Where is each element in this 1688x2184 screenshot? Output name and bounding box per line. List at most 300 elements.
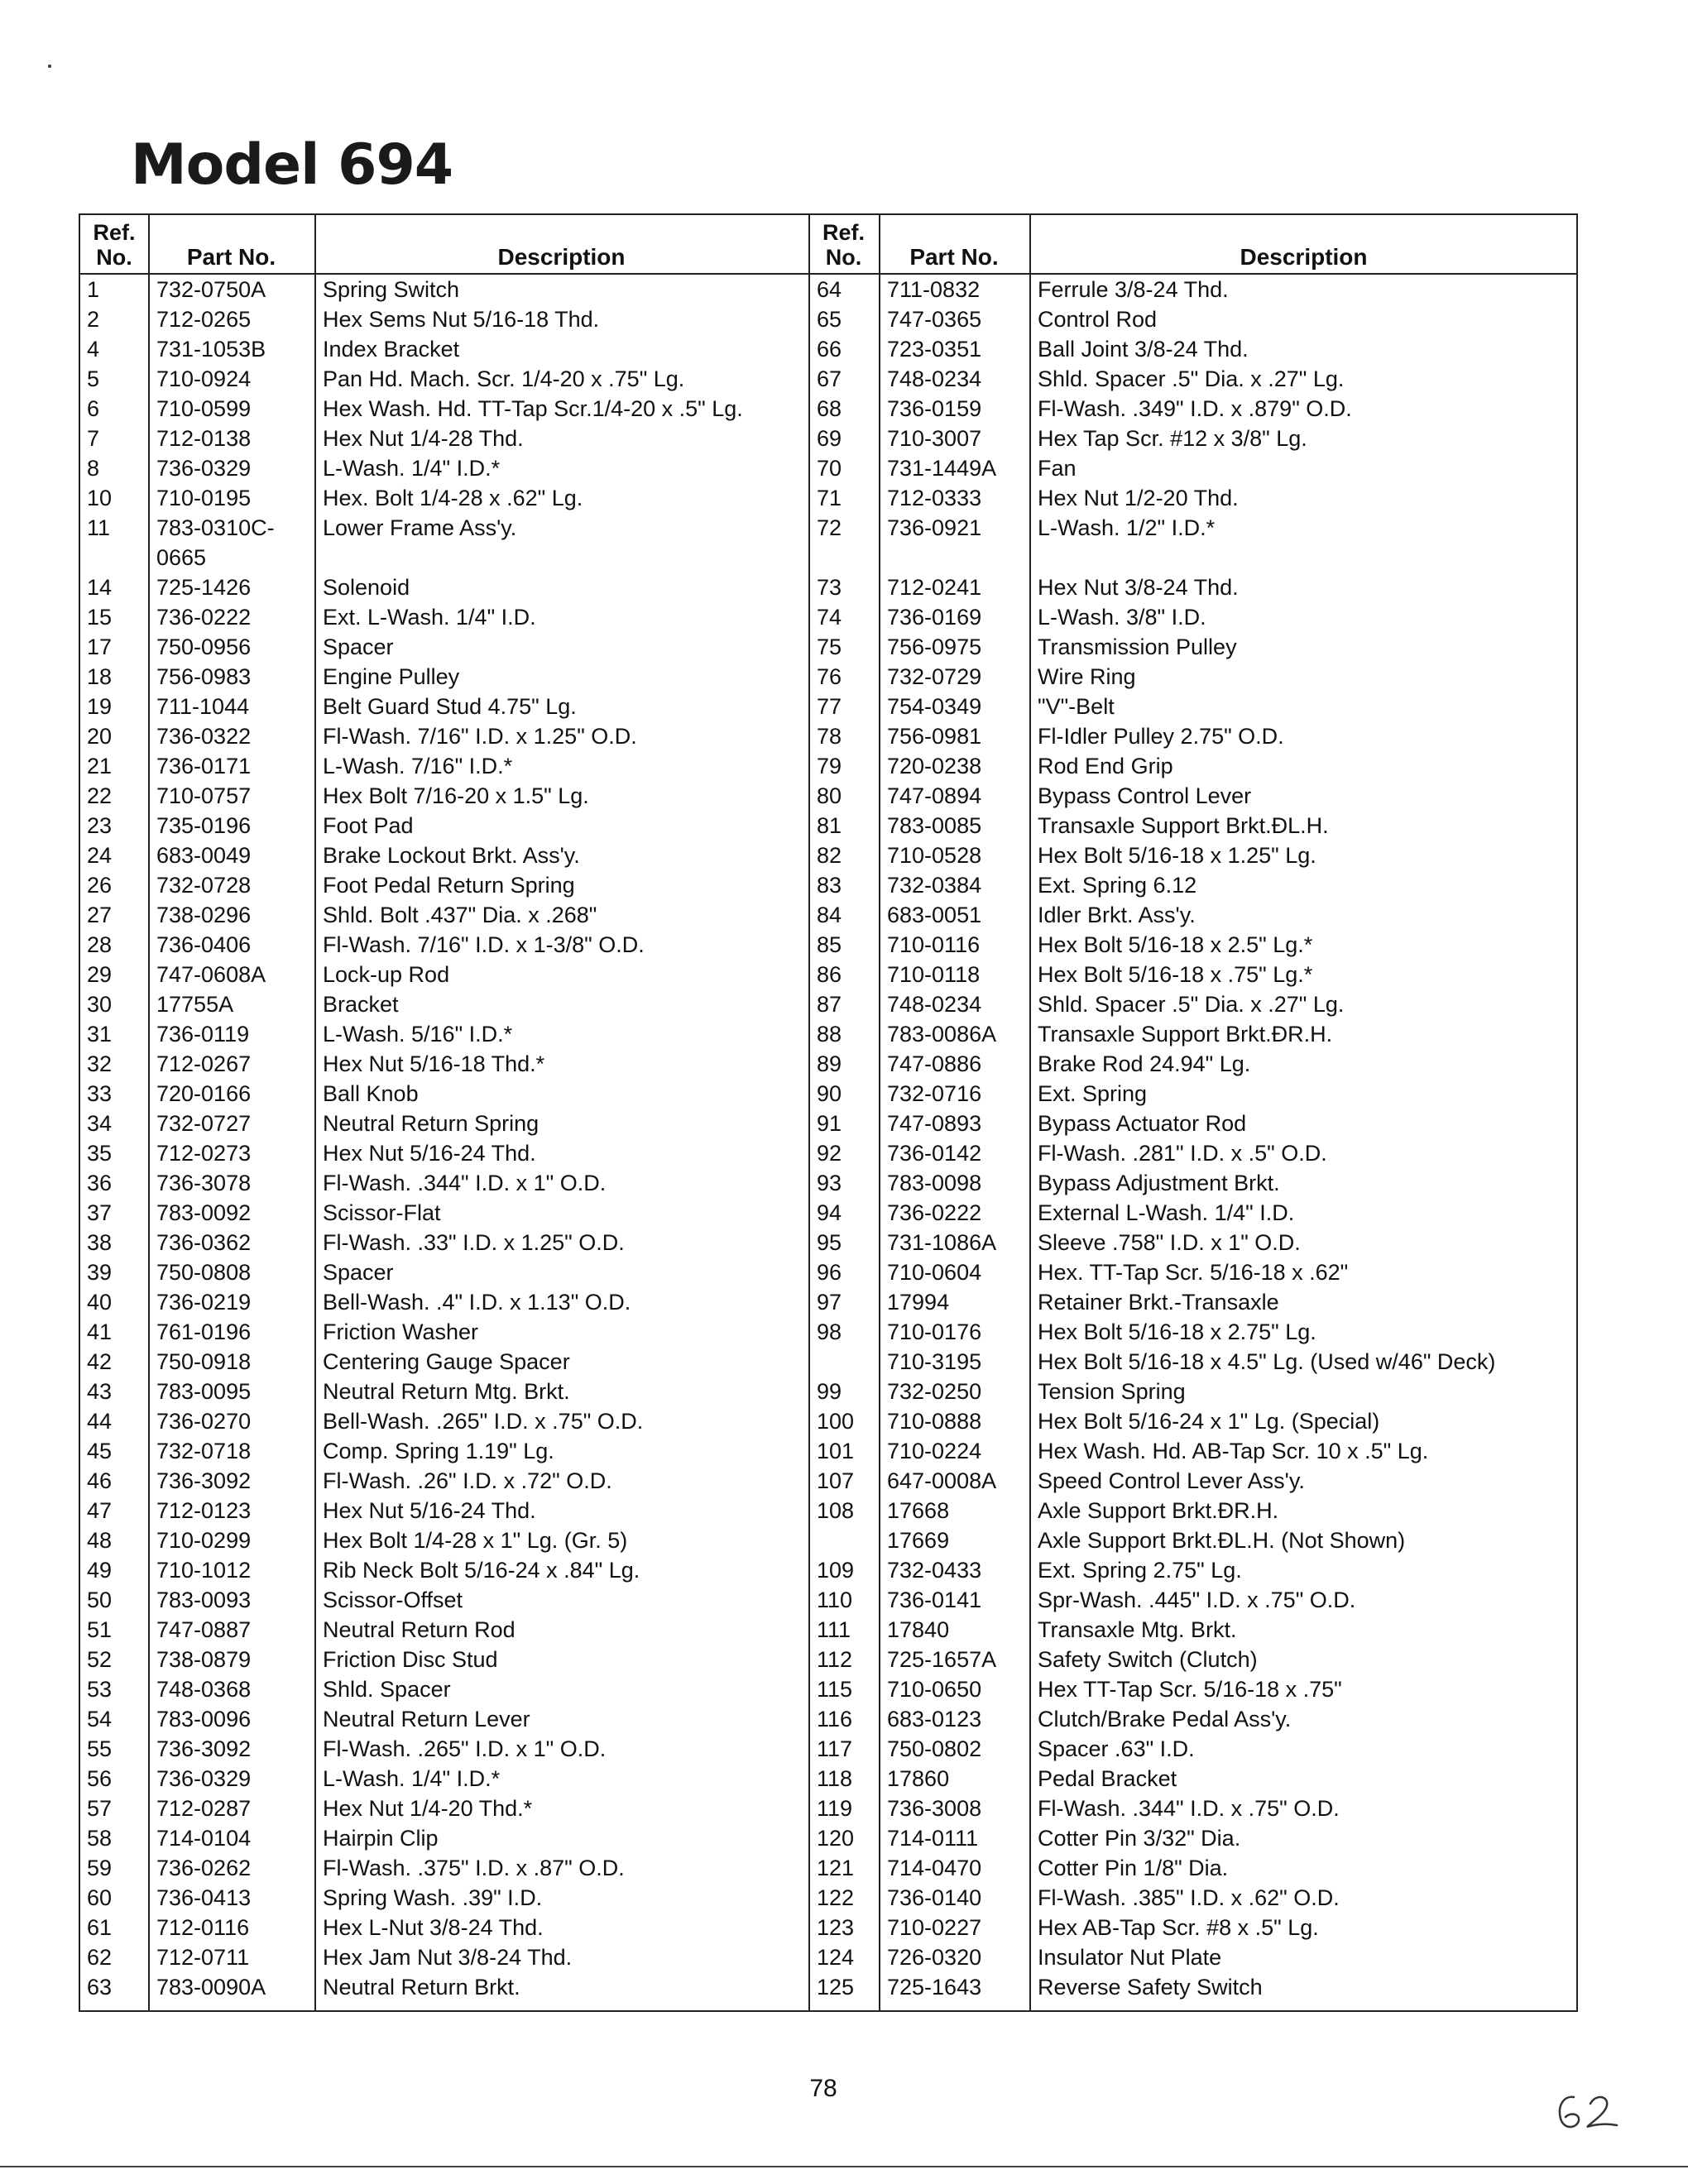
part-no-cell: 712-0123 bbox=[156, 1498, 252, 1523]
part-no-cell: 736-0329 bbox=[156, 456, 252, 481]
table-row bbox=[80, 1406, 1576, 1436]
part-no-cell: 714-0111 bbox=[887, 1826, 979, 1851]
ref-no-cell: 35 bbox=[87, 1141, 113, 1166]
ref-no-cell: 4 bbox=[87, 337, 100, 362]
description-cell: Bell-Wash. .265" I.D. x .75" O.D. bbox=[323, 1409, 644, 1434]
description-cell: Neutral Return Brkt. bbox=[323, 1975, 520, 2000]
description-cell: Clutch/Brake Pedal Ass'y. bbox=[1038, 1707, 1292, 1731]
ref-no-cell: 117 bbox=[817, 1736, 853, 1761]
part-no-cell: 17755A bbox=[156, 992, 234, 1017]
description-cell: Hex Nut 1/4-20 Thd.* bbox=[323, 1796, 533, 1821]
description-cell: Hex Nut 3/8-24 Thd. bbox=[1038, 575, 1239, 600]
part-no-cell: 748-0234 bbox=[887, 366, 982, 391]
ref-no-cell: 39 bbox=[87, 1260, 113, 1285]
part-no-cell: 747-0886 bbox=[887, 1051, 982, 1076]
table-row bbox=[80, 900, 1576, 930]
part-no-cell: 783-0096 bbox=[156, 1707, 252, 1731]
part-no-cell: 712-0333 bbox=[887, 486, 982, 510]
description-cell: "V"-Belt bbox=[1038, 694, 1115, 719]
parts-table bbox=[79, 213, 1578, 2012]
table-row bbox=[80, 1704, 1576, 1734]
part-no-cell: 710-0650 bbox=[887, 1677, 982, 1702]
description-cell: Ext. Spring 2.75" Lg. bbox=[1038, 1558, 1242, 1583]
ref-no-cell: 15 bbox=[87, 605, 113, 630]
description-cell: Bypass Control Lever bbox=[1038, 783, 1252, 808]
description-cell: Bypass Actuator Rod bbox=[1038, 1111, 1247, 1136]
ref-no-cell: 63 bbox=[87, 1975, 113, 2000]
description-cell: Hex Bolt 5/16-24 x 1" Lg. (Special) bbox=[1038, 1409, 1380, 1434]
ref-no-cell: 7 bbox=[87, 426, 100, 451]
part-no-cell: 783-0095 bbox=[156, 1379, 252, 1404]
part-no-cell: 747-0608A bbox=[156, 962, 266, 987]
ref-no-cell: 123 bbox=[817, 1915, 855, 1940]
description-cell: Neutral Return Lever bbox=[323, 1707, 530, 1731]
ref-no-cell: 81 bbox=[817, 813, 842, 838]
ref-no-cell: 100 bbox=[817, 1409, 855, 1434]
ref-no-cell: 118 bbox=[817, 1766, 853, 1791]
ref-no-cell: 26 bbox=[87, 873, 113, 898]
table-row bbox=[80, 870, 1576, 900]
header-ref-no-left bbox=[80, 215, 148, 273]
table-row bbox=[80, 1049, 1576, 1079]
ref-no-cell: 43 bbox=[87, 1379, 113, 1404]
table-row bbox=[80, 1138, 1576, 1168]
description-cell: Brake Rod 24.94" Lg. bbox=[1038, 1051, 1251, 1076]
part-no-cell: 731-1449A bbox=[887, 456, 997, 481]
description-cell: Fl-Wash. .349" I.D. x .879" O.D. bbox=[1038, 396, 1352, 421]
ref-no-cell: 91 bbox=[817, 1111, 842, 1136]
description-cell: Rod End Grip bbox=[1038, 754, 1173, 778]
table-row bbox=[80, 572, 1576, 602]
ref-no-cell: 2 bbox=[87, 307, 100, 332]
part-no-cell: 732-0727 bbox=[156, 1111, 252, 1136]
ref-no-cell: 61 bbox=[87, 1915, 113, 1940]
table-row bbox=[80, 1764, 1576, 1794]
description-cell: Hex Bolt 5/16-18 x 2.5" Lg.* bbox=[1038, 932, 1313, 957]
part-no-cell: 750-0802 bbox=[887, 1736, 982, 1761]
ref-no-cell: 110 bbox=[817, 1588, 853, 1612]
description-cell: Pan Hd. Mach. Scr. 1/4-20 x .75" Lg. bbox=[323, 366, 685, 391]
description-cell: Axle Support Brkt.ÐR.H. bbox=[1038, 1498, 1279, 1523]
table-row bbox=[80, 1198, 1576, 1228]
ref-no-cell: 76 bbox=[817, 664, 842, 689]
table-row bbox=[80, 1823, 1576, 1853]
part-no-cell: 761-0196 bbox=[156, 1320, 252, 1344]
part-no-cell: 710-3195 bbox=[887, 1349, 982, 1374]
description-cell: Hex TT-Tap Scr. 5/16-18 x .75" bbox=[1038, 1677, 1342, 1702]
description-cell: Transaxle Support Brkt.ÐL.H. bbox=[1038, 813, 1329, 838]
description-cell: L-Wash. 1/4" I.D.* bbox=[323, 456, 501, 481]
part-no-cell: 17840 bbox=[887, 1617, 950, 1642]
part-no-cell: 736-0140 bbox=[887, 1885, 982, 1910]
part-no-cell: 712-0138 bbox=[156, 426, 252, 451]
part-no-cell: 712-0273 bbox=[156, 1141, 252, 1166]
table-row bbox=[80, 334, 1576, 364]
ref-no-cell: 10 bbox=[87, 486, 113, 510]
ref-no-cell: 109 bbox=[817, 1558, 855, 1583]
part-no-cell: 710-0118 bbox=[887, 962, 981, 987]
part-no-cell: 736-3092 bbox=[156, 1468, 252, 1493]
table-row bbox=[80, 1466, 1576, 1496]
part-no-cell: 732-0729 bbox=[887, 664, 982, 689]
ref-no-cell: 24 bbox=[87, 843, 113, 868]
ref-no-cell: 67 bbox=[817, 366, 842, 391]
table-row bbox=[80, 1853, 1576, 1883]
ref-no-cell: 70 bbox=[817, 456, 842, 481]
table-row bbox=[80, 1913, 1576, 1942]
header-part-no-left: Part No. bbox=[186, 244, 276, 270]
description-cell: Sleeve .758" I.D. x 1" O.D. bbox=[1038, 1230, 1301, 1255]
table-row bbox=[80, 543, 1576, 572]
table-row bbox=[80, 721, 1576, 751]
description-cell: L-Wash. 7/16" I.D.* bbox=[323, 754, 513, 778]
part-no-cell: 783-0090A bbox=[156, 1975, 266, 2000]
description-cell: Rib Neck Bolt 5/16-24 x .84" Lg. bbox=[323, 1558, 640, 1583]
part-no-cell: 736-0142 bbox=[887, 1141, 982, 1166]
ref-no-cell: 50 bbox=[87, 1588, 113, 1612]
table-row bbox=[80, 1347, 1576, 1377]
description-cell: Safety Switch (Clutch) bbox=[1038, 1647, 1258, 1672]
description-cell: Hex Bolt 1/4-28 x 1" Lg. (Gr. 5) bbox=[323, 1528, 628, 1553]
description-cell: Retainer Brkt.-Transaxle bbox=[1038, 1290, 1279, 1315]
table-row bbox=[80, 692, 1576, 721]
ref-no-cell: 55 bbox=[87, 1736, 113, 1761]
header-ref-line1: Ref. bbox=[93, 220, 136, 245]
description-cell: Brake Lockout Brkt. Ass'y. bbox=[323, 843, 580, 868]
table-row bbox=[80, 1972, 1576, 2002]
part-no-cell: 783-0086A bbox=[887, 1022, 997, 1046]
description-cell: Hex Jam Nut 3/8-24 Thd. bbox=[323, 1945, 573, 1970]
description-cell: Transaxle Mtg. Brkt. bbox=[1038, 1617, 1237, 1642]
part-no-cell: 720-0238 bbox=[887, 754, 982, 778]
description-cell: Bypass Adjustment Brkt. bbox=[1038, 1171, 1280, 1195]
table-row bbox=[80, 1555, 1576, 1585]
ref-no-cell: 120 bbox=[817, 1826, 855, 1851]
part-no-cell: 736-0141 bbox=[887, 1588, 982, 1612]
description-cell: Bracket bbox=[323, 992, 399, 1017]
table-row bbox=[80, 662, 1576, 692]
table-row bbox=[80, 1228, 1576, 1257]
part-no-cell: 683-0051 bbox=[887, 903, 982, 927]
ref-no-cell: 47 bbox=[87, 1498, 113, 1523]
part-no-cell: 714-0470 bbox=[887, 1856, 982, 1880]
description-cell: L-Wash. 5/16" I.D.* bbox=[323, 1022, 513, 1046]
description-cell: Fl-Wash. .26" I.D. x .72" O.D. bbox=[323, 1468, 612, 1493]
description-cell: Spacer .63" I.D. bbox=[1038, 1736, 1195, 1761]
ref-no-cell: 122 bbox=[817, 1885, 855, 1910]
table-row bbox=[80, 1615, 1576, 1645]
description-cell: Ferrule 3/8-24 Thd. bbox=[1038, 277, 1229, 302]
ref-no-cell: 8 bbox=[87, 456, 100, 481]
description-cell: Friction Disc Stud bbox=[323, 1647, 498, 1672]
ref-no-cell: 52 bbox=[87, 1647, 113, 1672]
part-no-cell: 783-0098 bbox=[887, 1171, 982, 1195]
description-cell: Insulator Nut Plate bbox=[1038, 1945, 1222, 1970]
table-row bbox=[80, 424, 1576, 453]
description-cell: Solenoid bbox=[323, 575, 410, 600]
part-no-cell: 732-0250 bbox=[887, 1379, 982, 1404]
description-cell: External L-Wash. 1/4" I.D. bbox=[1038, 1200, 1295, 1225]
ref-no-cell: 20 bbox=[87, 724, 113, 749]
part-no-cell: 736-0262 bbox=[156, 1856, 252, 1880]
part-no-cell: 736-0222 bbox=[156, 605, 252, 630]
part-no-cell: 710-0924 bbox=[156, 366, 252, 391]
ref-no-cell: 108 bbox=[817, 1498, 855, 1523]
table-row bbox=[80, 781, 1576, 811]
header-ref-line1: Ref. bbox=[822, 220, 865, 245]
description-cell: Transmission Pulley bbox=[1038, 635, 1237, 659]
table-row bbox=[80, 275, 1576, 304]
part-no-cell: 711-1044 bbox=[156, 694, 250, 719]
description-cell: Fl-Wash. .385" I.D. x .62" O.D. bbox=[1038, 1885, 1340, 1910]
part-no-cell: 736-0169 bbox=[887, 605, 982, 630]
description-cell: Scissor-Offset bbox=[323, 1588, 463, 1612]
table-row bbox=[80, 1794, 1576, 1823]
table-row bbox=[80, 1645, 1576, 1674]
table-row bbox=[80, 1585, 1576, 1615]
table-row bbox=[80, 989, 1576, 1019]
ref-no-cell: 112 bbox=[817, 1647, 853, 1672]
ref-no-cell: 99 bbox=[817, 1379, 842, 1404]
part-no-cell: 736-3008 bbox=[887, 1796, 982, 1821]
ref-no-cell: 36 bbox=[87, 1171, 113, 1195]
description-cell: L-Wash. 1/2" I.D.* bbox=[1038, 515, 1216, 540]
description-cell: Axle Support Brkt.ÐL.H. (Not Shown) bbox=[1038, 1528, 1406, 1553]
description-cell: Spacer bbox=[323, 635, 394, 659]
page-number: 78 bbox=[809, 2075, 837, 2102]
table-row bbox=[80, 930, 1576, 960]
part-no-cell: 710-0757 bbox=[156, 783, 252, 808]
ref-no-cell: 46 bbox=[87, 1468, 113, 1493]
description-cell: Hex Bolt 5/16-18 x .75" Lg.* bbox=[1038, 962, 1313, 987]
table-row bbox=[80, 483, 1576, 513]
ref-no-cell: 94 bbox=[817, 1200, 842, 1225]
part-no-cell: 747-0894 bbox=[887, 783, 982, 808]
ref-no-cell: 37 bbox=[87, 1200, 113, 1225]
description-cell: Wire Ring bbox=[1038, 664, 1136, 689]
ref-no-cell: 57 bbox=[87, 1796, 113, 1821]
description-cell: Foot Pedal Return Spring bbox=[323, 873, 575, 898]
part-no-cell: 738-0879 bbox=[156, 1647, 252, 1672]
description-cell: Foot Pad bbox=[323, 813, 414, 838]
table-row bbox=[80, 1883, 1576, 1913]
ref-no-cell: 75 bbox=[817, 635, 842, 659]
description-cell: Hex Bolt 5/16-18 x 1.25" Lg. bbox=[1038, 843, 1316, 868]
description-cell: Hex AB-Tap Scr. #8 x .5" Lg. bbox=[1038, 1915, 1319, 1940]
description-cell: Cotter Pin 1/8" Dia. bbox=[1038, 1856, 1229, 1880]
description-cell: Fl-Idler Pulley 2.75" O.D. bbox=[1038, 724, 1284, 749]
part-no-cell: 714-0104 bbox=[156, 1826, 252, 1851]
description-cell: Spacer bbox=[323, 1260, 394, 1285]
ref-no-cell: 23 bbox=[87, 813, 113, 838]
ref-no-cell: 74 bbox=[817, 605, 842, 630]
ref-no-cell: 107 bbox=[817, 1468, 855, 1493]
header-description-right: Description bbox=[1240, 244, 1368, 270]
part-no-cell: 712-0267 bbox=[156, 1051, 252, 1076]
part-no-cell: 748-0368 bbox=[156, 1677, 252, 1702]
description-cell: Fl-Wash. .33" I.D. x 1.25" O.D. bbox=[323, 1230, 625, 1255]
ref-no-cell: 111 bbox=[817, 1617, 851, 1642]
description-cell: Ball Joint 3/8-24 Thd. bbox=[1038, 337, 1249, 362]
ref-no-cell: 87 bbox=[817, 992, 842, 1017]
part-no-cell: 750-0808 bbox=[156, 1260, 252, 1285]
ref-no-cell: 84 bbox=[817, 903, 842, 927]
description-cell: Spring Switch bbox=[323, 277, 460, 302]
part-no-cell: 712-0287 bbox=[156, 1796, 252, 1821]
part-no-cell: 732-0728 bbox=[156, 873, 252, 898]
part-no-cell: 720-0166 bbox=[156, 1081, 252, 1106]
description-cell: Shld. Spacer .5" Dia. x .27" Lg. bbox=[1038, 366, 1345, 391]
ref-no-cell: 14 bbox=[87, 575, 113, 600]
description-cell: Index Bracket bbox=[323, 337, 460, 362]
part-no-cell: 736-0921 bbox=[887, 515, 982, 540]
ref-no-cell: 78 bbox=[817, 724, 842, 749]
ref-no-cell: 65 bbox=[817, 307, 842, 332]
ref-no-cell: 44 bbox=[87, 1409, 113, 1434]
ref-no-cell: 49 bbox=[87, 1558, 113, 1583]
part-no-cell: 726-0320 bbox=[887, 1945, 982, 1970]
table-row bbox=[80, 811, 1576, 841]
description-cell: Pedal Bracket bbox=[1038, 1766, 1177, 1791]
ref-no-cell: 19 bbox=[87, 694, 113, 719]
description-cell: L-Wash. 1/4" I.D.* bbox=[323, 1766, 501, 1791]
description-cell: Centering Gauge Spacer bbox=[323, 1349, 570, 1374]
description-cell: L-Wash. 3/8" I.D. bbox=[1038, 605, 1206, 630]
ref-no-cell: 98 bbox=[817, 1320, 842, 1344]
part-no-cell: 0665 bbox=[156, 545, 207, 570]
part-no-cell: 17668 bbox=[887, 1498, 950, 1523]
ref-no-cell: 48 bbox=[87, 1528, 113, 1553]
part-no-cell: 710-0604 bbox=[887, 1260, 982, 1285]
description-cell: Hex Nut 1/4-28 Thd. bbox=[323, 426, 524, 451]
part-no-cell: 783-0085 bbox=[887, 813, 982, 838]
part-no-cell: 750-0918 bbox=[156, 1349, 252, 1374]
description-cell: Belt Guard Stud 4.75" Lg. bbox=[323, 694, 577, 719]
description-cell: Hex L-Nut 3/8-24 Thd. bbox=[323, 1915, 544, 1940]
description-cell: Bell-Wash. .4" I.D. x 1.13" O.D. bbox=[323, 1290, 631, 1315]
table-row bbox=[80, 1525, 1576, 1555]
part-no-cell: 712-0116 bbox=[156, 1915, 250, 1940]
table-row bbox=[80, 513, 1576, 543]
part-no-cell: 712-0241 bbox=[887, 575, 982, 600]
ref-no-cell: 124 bbox=[817, 1945, 855, 1970]
description-cell: Ext. Spring bbox=[1038, 1081, 1148, 1106]
table-row bbox=[80, 394, 1576, 424]
ref-no-cell: 64 bbox=[817, 277, 842, 302]
ref-no-cell: 28 bbox=[87, 932, 113, 957]
ref-no-cell: 21 bbox=[87, 754, 113, 778]
table-row bbox=[80, 841, 1576, 870]
table-row bbox=[80, 751, 1576, 781]
ref-no-cell: 38 bbox=[87, 1230, 113, 1255]
description-cell: Spring Wash. .39" I.D. bbox=[323, 1885, 543, 1910]
part-no-cell: 736-0413 bbox=[156, 1885, 252, 1910]
part-no-cell: 710-1012 bbox=[156, 1558, 252, 1583]
description-cell: Reverse Safety Switch bbox=[1038, 1975, 1263, 2000]
description-cell: Fl-Wash. .265" I.D. x 1" O.D. bbox=[323, 1736, 607, 1761]
description-cell: Hex Bolt 5/16-18 x 4.5" Lg. (Used w/46" Deck) bbox=[1038, 1349, 1496, 1374]
description-cell: Fl-Wash. 7/16" I.D. x 1-3/8" O.D. bbox=[323, 932, 645, 957]
table-row bbox=[80, 1436, 1576, 1466]
description-cell: Cotter Pin 3/32" Dia. bbox=[1038, 1826, 1241, 1851]
part-no-cell: 783-0093 bbox=[156, 1588, 252, 1612]
part-no-cell: 17860 bbox=[887, 1766, 950, 1791]
description-cell: Fl-Wash. 7/16" I.D. x 1.25" O.D. bbox=[323, 724, 637, 749]
description-cell: Ext. Spring 6.12 bbox=[1038, 873, 1197, 898]
description-cell: Hex Sems Nut 5/16-18 Thd. bbox=[323, 307, 600, 332]
description-cell: Hairpin Clip bbox=[323, 1826, 439, 1851]
ref-no-cell: 73 bbox=[817, 575, 842, 600]
description-cell: Friction Washer bbox=[323, 1320, 479, 1344]
part-no-cell: 647-0008A bbox=[887, 1468, 997, 1493]
ref-no-cell: 58 bbox=[87, 1826, 113, 1851]
description-cell: Hex Nut 5/16-24 Thd. bbox=[323, 1498, 536, 1523]
ref-no-cell: 121 bbox=[817, 1856, 855, 1880]
part-no-cell: 710-0599 bbox=[156, 396, 252, 421]
part-no-cell: 747-0893 bbox=[887, 1111, 982, 1136]
ref-no-cell: 1 bbox=[87, 277, 100, 302]
description-cell: Tension Spring bbox=[1038, 1379, 1186, 1404]
header-ref-line2: No. bbox=[825, 245, 862, 270]
ref-no-cell: 11 bbox=[87, 515, 111, 540]
ref-no-cell: 66 bbox=[817, 337, 842, 362]
part-no-cell: 725-1426 bbox=[156, 575, 252, 600]
description-cell: Hex Nut 5/16-24 Thd. bbox=[323, 1141, 536, 1166]
description-cell: Ball Knob bbox=[323, 1081, 419, 1106]
description-cell: Hex Bolt 5/16-18 x 2.75" Lg. bbox=[1038, 1320, 1316, 1344]
ref-no-cell: 45 bbox=[87, 1439, 113, 1463]
table-row bbox=[80, 304, 1576, 334]
ref-no-cell: 71 bbox=[817, 486, 842, 510]
ref-no-cell: 88 bbox=[817, 1022, 842, 1046]
ref-no-cell: 72 bbox=[817, 515, 842, 540]
ref-no-cell: 40 bbox=[87, 1290, 113, 1315]
description-cell: Fl-Wash. .281" I.D. x .5" O.D. bbox=[1038, 1141, 1327, 1166]
table-row bbox=[80, 1109, 1576, 1138]
ref-no-cell: 5 bbox=[87, 366, 100, 391]
ref-no-cell: 80 bbox=[817, 783, 842, 808]
ref-no-cell: 34 bbox=[87, 1111, 113, 1136]
description-cell: Comp. Spring 1.19" Lg. bbox=[323, 1439, 554, 1463]
ref-no-cell: 17 bbox=[87, 635, 113, 659]
part-no-cell: 736-0322 bbox=[156, 724, 252, 749]
part-no-cell: 736-0171 bbox=[156, 754, 252, 778]
description-cell: Scissor-Flat bbox=[323, 1200, 441, 1225]
part-no-cell: 710-0224 bbox=[887, 1439, 982, 1463]
ref-no-cell: 77 bbox=[817, 694, 842, 719]
description-cell: Hex. Bolt 1/4-28 x .62" Lg. bbox=[323, 486, 583, 510]
part-no-cell: 747-0887 bbox=[156, 1617, 252, 1642]
ref-no-cell: 85 bbox=[817, 932, 842, 957]
header-ref-no-right bbox=[808, 215, 879, 273]
ref-no-cell: 42 bbox=[87, 1349, 113, 1374]
scan-speck bbox=[48, 65, 51, 68]
table-row bbox=[80, 1079, 1576, 1109]
description-cell: Neutral Return Spring bbox=[323, 1111, 539, 1136]
ref-no-cell: 125 bbox=[817, 1975, 855, 2000]
description-cell: Fan bbox=[1038, 456, 1077, 481]
ref-no-cell: 29 bbox=[87, 962, 113, 987]
description-cell: Hex Wash. Hd. TT-Tap Scr.1/4-20 x .5" Lg. bbox=[323, 396, 743, 421]
ref-no-cell: 97 bbox=[817, 1290, 842, 1315]
table-row bbox=[80, 1257, 1576, 1287]
part-no-cell: 750-0956 bbox=[156, 635, 252, 659]
ref-no-cell: 95 bbox=[817, 1230, 842, 1255]
part-no-cell: 725-1643 bbox=[887, 1975, 982, 2000]
description-cell: Spr-Wash. .445" I.D. x .75" O.D. bbox=[1038, 1588, 1356, 1612]
ref-no-cell: 79 bbox=[817, 754, 842, 778]
part-no-cell: 732-0716 bbox=[887, 1081, 982, 1106]
